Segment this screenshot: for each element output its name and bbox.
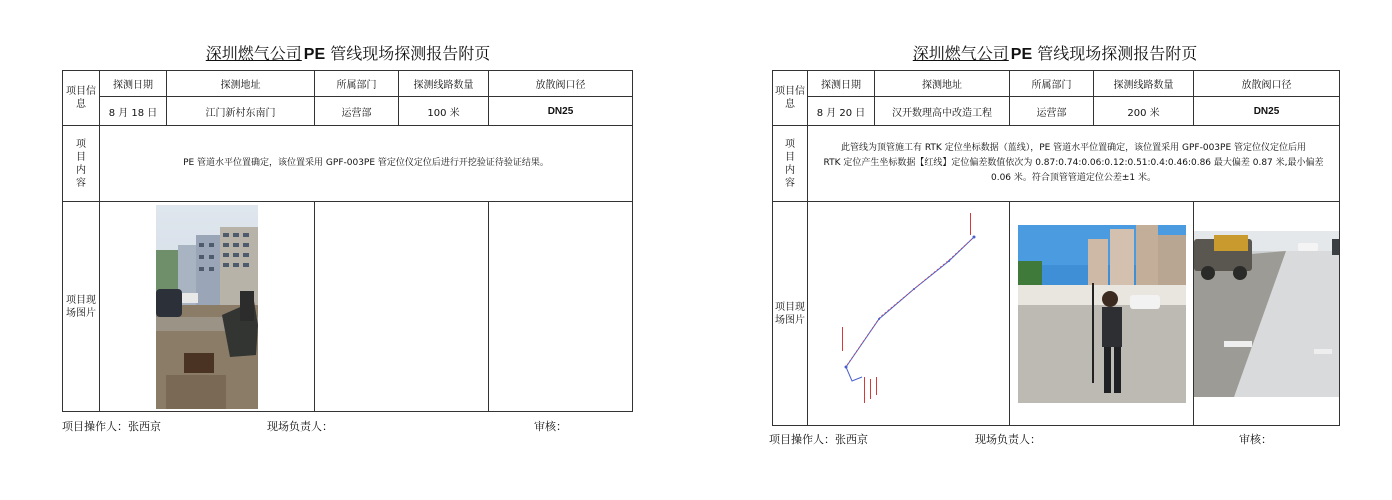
value-caliber: DN25	[1194, 97, 1340, 126]
photo-cell-1	[100, 202, 315, 412]
value-caliber: DN25	[489, 97, 633, 126]
site-photo-road	[1194, 231, 1340, 397]
left-report-table	[62, 70, 633, 412]
photo-cell-2	[315, 202, 489, 412]
photo-cell-1	[808, 202, 1010, 426]
site-photo-street	[156, 205, 258, 409]
header-dept: 所属部门	[1010, 71, 1094, 97]
project-content-label: 项目内容	[773, 126, 808, 202]
content-line-1: 此管线为顶管施工有 RTK 定位坐标数据（蓝线），PE 管道水平位置确定，该位置采用 GPF-003PE 管定位仪定位后用	[840, 143, 1307, 153]
site-photo-surveyor	[1018, 225, 1186, 403]
right-footer-operator: 项目操作人：张西京	[769, 433, 868, 446]
right-report-title	[769, 44, 1339, 65]
photo-cell-3	[489, 202, 633, 412]
right-footer-review: 审核：	[1239, 433, 1272, 446]
right-report-page	[769, 44, 1339, 454]
header-caliber: 放散阀口径	[1194, 71, 1340, 97]
project-content-label: 项目内容	[63, 126, 100, 202]
project-content-text: PE 管道水平位置确定，该位置采用 GPF-003PE 管定位仪定位后进行开挖验证待验证结果。	[100, 126, 633, 202]
header-date: 探测日期	[808, 71, 875, 97]
value-count: 200 米	[1094, 97, 1194, 126]
value-dept: 运营部	[1010, 97, 1094, 126]
pe-label: PE	[1010, 46, 1033, 63]
header-dept: 所属部门	[315, 71, 399, 97]
project-content-text	[808, 126, 1340, 202]
rtk-coordinate-plot	[824, 209, 994, 419]
pe-label: PE	[303, 46, 326, 63]
right-footer-supervisor: 现场负责人：	[975, 433, 1041, 446]
project-photo-label: 项目现场图片	[773, 202, 808, 426]
left-report-page	[62, 44, 632, 444]
company-name: 深圳燃气公司	[205, 44, 302, 63]
photo-cell-3	[1194, 202, 1340, 426]
value-count: 100 米	[399, 97, 489, 126]
company-name: 深圳燃气公司	[912, 44, 1009, 63]
left-report-title	[62, 44, 632, 65]
value-dept: 运营部	[315, 97, 399, 126]
title-rest: 管线现场探测报告附页	[1037, 44, 1198, 63]
header-count: 探测线路数量	[1094, 71, 1194, 97]
project-photo-label: 项目现场图片	[63, 202, 100, 412]
value-address: 江门新村东南门	[167, 97, 315, 126]
value-date: 8 月 18 日	[100, 97, 167, 126]
content-line-2: RTK 定位产生坐标数据【红线】定位偏差数值依次为 0.87:0.74:0.06:0.12:0.51:0.4:0.46:0.86 最大偏差 0.87 米,最小偏差	[823, 158, 1324, 168]
header-address: 探测地址	[875, 71, 1010, 97]
header-caliber: 放散阀口径	[489, 71, 633, 97]
header-address: 探测地址	[167, 71, 315, 97]
left-footer-review: 审核：	[534, 420, 567, 433]
header-count: 探测线路数量	[399, 71, 489, 97]
value-address: 汉开数理高中改造工程	[875, 97, 1010, 126]
project-info-label: 项目信息	[773, 71, 808, 126]
title-rest: 管线现场探测报告附页	[330, 44, 491, 63]
project-info-label: 项目信息	[63, 71, 100, 126]
left-footer-operator: 项目操作人：张西京	[62, 420, 161, 433]
value-date: 8 月 20 日	[808, 97, 875, 126]
header-date: 探测日期	[100, 71, 167, 97]
content-line-3: 0.06 米。符合顶管管道定位公差±1 米。	[990, 173, 1157, 183]
right-report-table	[772, 70, 1340, 426]
left-footer-supervisor: 现场负责人：	[267, 420, 333, 433]
photo-cell-2	[1010, 202, 1194, 426]
